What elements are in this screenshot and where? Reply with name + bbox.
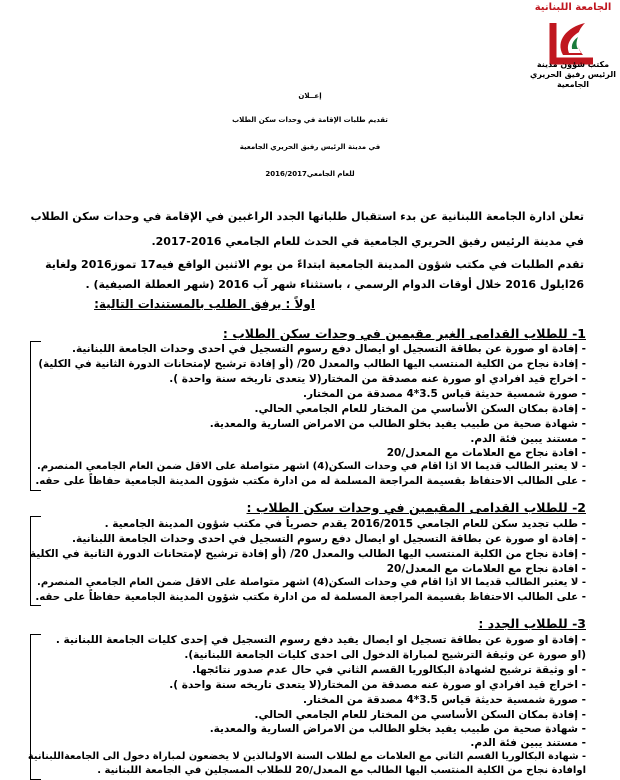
announcement-heading: إعــلان [298, 92, 322, 100]
section-1-item-5: - إفادة بمكان السكن الأساسي من المختار للعام الجامعي الحالي. [254, 403, 586, 415]
section-3-item-8: - مستند يبين فئة الدم. [470, 737, 586, 749]
section-3-title: 3- للطلاب الجدد : [478, 616, 586, 631]
intro-line-2: في مدينة الرئيس رفيق الحريري الجامعية في الحدث للعام الجامعي 2016-2017. [151, 235, 584, 248]
logo-caption-1: مكتب شؤون مدينة [536, 60, 610, 69]
section-1-item-9: - لا يعتبر الطالب قديما الا اذا اقام في وحدات السكن(4) اشهر متواصلة على الاقل ضمن العام الجامعي المنصرم. [37, 461, 586, 472]
intro-line-3: تقدم الطلبات في مكتب شؤون المدينة الجامعية ابتداءً من يوم الاثنين الواقع فيه17 تموز2016 ولغاية [45, 258, 584, 271]
intro-line-4: 26ايلول 2016 خلال أوقات الدوام الرسمي ، باستثناء شهر آب 2016 (شهر العطلة الصيفية) . [85, 278, 584, 291]
title-line-3: للعام الجامعي2016/2017 [265, 170, 355, 178]
section-1-title: 1- للطلاب القدامى الغير مقيمين في وحدات سكن الطلاب : [222, 326, 586, 341]
section-2-item-6: - على الطالب الاحتفاظ بقسيمة المراجعة المسلمة له من ادارة مكتب شؤون المدينة الجامعية حفاظاً على حقه. [35, 591, 586, 603]
section-1-item-6: - شهادة صحية من طبيب يفيد بخلو الطالب من الامراض السارية والمعدية. [209, 418, 586, 430]
university-logo [528, 2, 618, 88]
section-3-item-1: - إفادة او صورة عن بطاقة تسجيل او ايصال يفيد دفع رسوم التسجيل في إحدى كليات الجامعة اللبنانية . [55, 634, 586, 646]
section-2-item-5: - لا يعتبر الطالب قديما الا اذا اقام في وحدات السكن(4) اشهر متواصلة على الاقل ضمن العام الجامعي المنصرم. [37, 577, 586, 588]
logo-caption-2: الرئيس رفيق الحريري [530, 70, 616, 79]
section-3-item-9: - شهادة البكالوريا القسم الثاني مع العلامات مع لطلاب السنة الاولىالذين لا يخضعون لمباراة دخول الى الجامعةاللبنانية [27, 751, 586, 762]
intro-line-1: تعلن ادارة الجامعة اللبنانية عن بدء استقبال طلباتها الجدد الراغبين في الإقامة في وحدات سكن الطلاب [30, 210, 584, 223]
section-1-item-10: - على الطالب الاحتفاظ بقسيمة المراجعة المسلمة له من ادارة مكتب شؤون المدينة الجامعية حفاظاً على حقه. [35, 475, 586, 487]
section-3-item-4: - اخراج قيد افرادي او صورة عنه مصدقة من المختار(لا يتعدى تاريخه سنة واحدة ). [169, 679, 586, 691]
section-1-item-4: - صورة شمسية حديثة قياس 3.5*4 مصدقة من المختار. [302, 388, 586, 400]
section-1-item-3: - اخراج قيد افرادي او صورة عنه مصدقة من المختار(لا يتعدى تاريخه سنة واحدة ). [169, 373, 586, 385]
section-3-item-10: اوافادة نجاح من الكلية المنتسب اليها الطالب مع المعدل/20 للطلاب المسجلين في الجامعة اللبنانية . [97, 765, 586, 776]
section-2-title: 2- للطلاب القدامى المقيمين في وحدات سكن الطلاب : [246, 500, 586, 515]
section-1-item-8: - افادة نجاح مع العلامات مع المعدل/20 [386, 447, 586, 459]
section-1-item-7: - مستند يبين فئة الدم. [470, 433, 586, 445]
section-2-item-2: - إفادة او صورة عن بطاقة التسجيل او ايصال دفع رسوم التسجيل في احدى وحدات الجامعة اللبنانية. [72, 533, 586, 545]
section-3-item-7: - شهادة صحية من طبيب يفيد بخلو الطالب من الامراض السارية والمعدية. [209, 723, 586, 735]
logo-caption-3: الجامعية [556, 80, 590, 89]
title-line-2: في مدينة الرئيس رفيق الحريري الجامعية [239, 143, 381, 151]
section-2-item-4: - افادة نجاح مع العلامات مع المعدل/20 [386, 563, 586, 575]
section-3-item-2: (او صورة عن وثيقة الترشيح لمباراة الدخول الى احدى كليات الجامعة اللبنانية). [184, 649, 586, 661]
section-1-item-1: - إفادة او صورة عن بطاقة التسجيل او ايصال دفع رسوم التسجيل في احدى وحدات الجامعة اللبنانية. [72, 343, 586, 355]
title-line-1: تقديم طلبات الإقامة في وحدات سكن الطلاب [232, 116, 388, 124]
section-3-item-3: - او وثيقة ترشيح لشهادة البكالوريا القسم الثاني في حال عدم صدور نتائجها. [192, 664, 586, 676]
section-3-item-6: - إفادة بمكان السكن الأساسي من المختار للعام الجامعي الحالي. [254, 709, 586, 721]
section-3-item-5: - صورة شمسية حديثة قياس 3.5*4 مصدقة من المختار. [302, 694, 586, 706]
section-2-item-3: - إفادة نجاح من الكلية المنتسب اليها الطالب والمعدل 20/ (أو إفادة ترشيح لإمتحانات الدورة الثانية في الكلية [29, 548, 586, 560]
logo-university-name: الجامعة اللبنانية [534, 2, 612, 13]
section-1-item-2: - إفادة نجاح من الكلية المنتسب اليها الطالب والمعدل 20/ (أو إفادة ترشيح لإمتحانات الدورة الثانية في الكلية) [38, 358, 586, 370]
section-2-item-1: - طلب تجديد سكن للعام الجامعي 2016/2015 يقدم حصرياً في مكتب شؤون المدينة الجامعية . [104, 518, 586, 530]
documents-heading: اولاً : يرفق الطلب بالمستندات التالية: [94, 297, 315, 311]
